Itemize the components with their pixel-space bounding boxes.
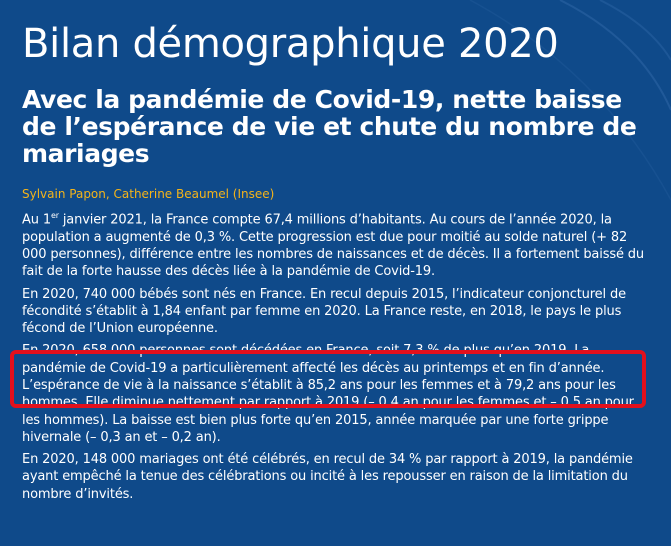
paragraph-population-rest: janvier 2021, la France compte 67,4 millions d’habitants. Au cours de l’année 2020, la population a augmenté de 0,3 %. Cette progression est due pour moitié au solde naturel (+ 82 000 personnes), différence entre les nombres de naissances et de décès. Il a fortement baissé du fait de la forte hausse des décès liée à la pandémie de Covid-19. [22, 212, 644, 280]
article-body [22, 207, 654, 508]
ordinal-superscript: er [50, 211, 59, 220]
paragraph-deaths: En 2020, 658 000 personnes sont décédées en France, soit 7,3 % de plus qu’en 2019. La pandémie de Covid-19 a particulièrement affecté les décès au printemps et en fin d’année. L’espérance de vie à la naissance s’établit à 85,2 ans pour les femmes et à 79,2 ans pour les hommes. Elle diminue nettement par rapport à 2019 (– 0,4 an pour les femmes et – 0,5 an pour les hommes). La baisse est bien plus forte qu’en 2015, année marquée par une forte grippe hivernale (– 0,3 an et – 0,2 an). [22, 343, 634, 445]
paragraph-marriages: En 2020, 148 000 mariages ont été célébrés, en recul de 34 % par rapport à 2019, la pandémie ayant empêché la tenue des célébrations ou incité à les repousser en raison de la limitation du nombre d’invités. [22, 452, 633, 502]
paragraph-births: En 2020, 740 000 bébés sont nés en France. En recul depuis 2015, l’indicateur conjoncturel de fécondité s’établit à 1,84 enfant par femme en 2020. La France reste, en 2018, le pays le plus fécond de l’Union européenne. [22, 286, 626, 337]
paragraph-population [22, 207, 654, 281]
paragraph-population-start: Au 1 [22, 212, 51, 228]
page-title: Bilan démographique 2020 [22, 21, 559, 67]
authors-line[interactable]: Sylvain Papon, Catherine Beaumel (Insee) [22, 187, 275, 201]
page-subtitle: Avec la pandémie de Covid-19, nette baisse de l’espérance de vie et chute du nombre de mariages [22, 85, 637, 168]
